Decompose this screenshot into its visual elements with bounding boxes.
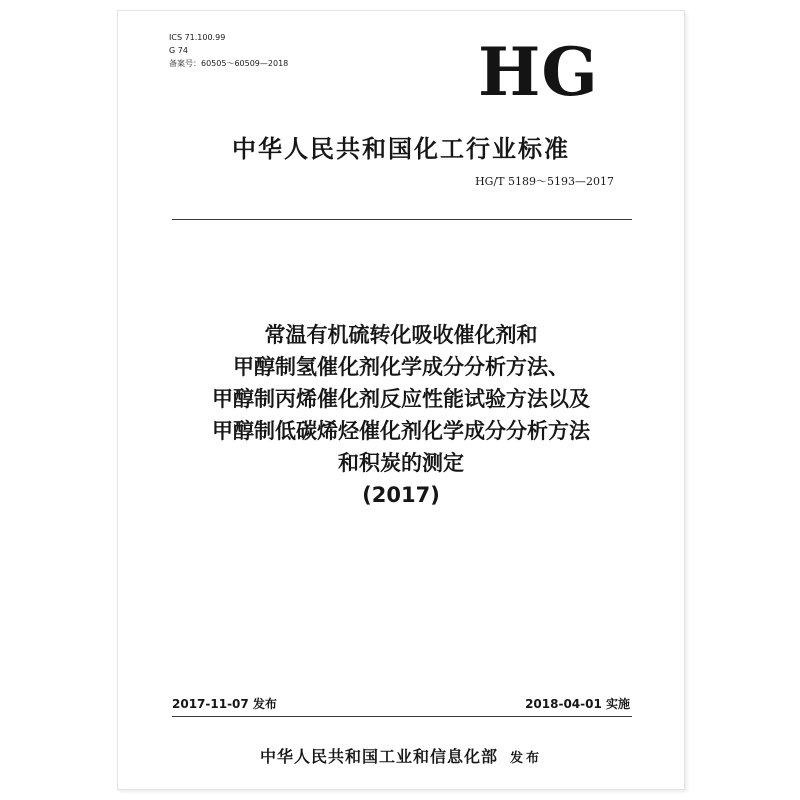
top-divider bbox=[172, 219, 632, 220]
document-title bbox=[118, 319, 684, 511]
publisher-name: 中华人民共和国工业和信息化部 bbox=[259, 747, 498, 766]
record-number: 备案号：60505～60509—2018 bbox=[169, 59, 289, 68]
title-line: 甲醇制氢催化剂化学成分分析方法、 bbox=[233, 355, 569, 379]
standard-cover bbox=[117, 10, 685, 790]
industry-standard-title: 中华人民共和国化工行业标准 bbox=[232, 135, 570, 163]
implementation-date: 2018-04-01 实施 bbox=[525, 697, 630, 711]
hg-logo: HG bbox=[478, 33, 599, 111]
issue-date: 2017-11-07 发布 bbox=[172, 697, 277, 711]
publisher-suffix: 发布 bbox=[510, 751, 543, 766]
title-line: 甲醇制低碳烯烃催化剂化学成分分析方法 bbox=[212, 419, 590, 443]
title-line: 常温有机硫转化吸收催化剂和 bbox=[264, 323, 538, 347]
title-line: 和积炭的测定 bbox=[338, 451, 464, 475]
ccs-code: G 74 bbox=[169, 46, 188, 55]
standard-number: HG/T 5189～5193—2017 bbox=[475, 175, 614, 188]
title-line: 甲醇制丙烯催化剂反应性能试验方法以及 bbox=[212, 387, 590, 411]
classification-block bbox=[169, 31, 288, 70]
publisher-line bbox=[118, 744, 684, 767]
ics-code: ICS 71.100.99 bbox=[169, 33, 226, 42]
bottom-divider bbox=[172, 716, 632, 717]
title-year: (2017) bbox=[362, 483, 440, 507]
